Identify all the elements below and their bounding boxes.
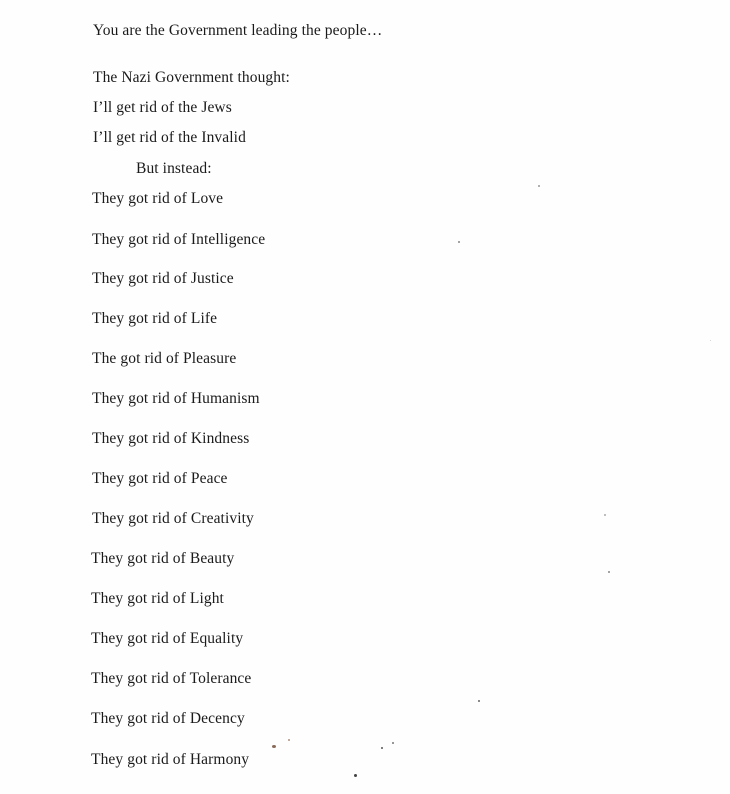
poem-line: They got rid of Creativity [92, 510, 254, 527]
poem-line: They got rid of Justice [92, 270, 234, 287]
poem-line: They got rid of Humanism [92, 390, 260, 407]
stanza-line: I’ll get rid of the Jews [93, 99, 232, 116]
poem-line: They got rid of Peace [92, 470, 228, 487]
scan-speck [272, 745, 276, 748]
poem-line: They got rid of Harmony [91, 751, 250, 768]
poem-line: They got rid of Decency [91, 710, 245, 727]
scan-speck [710, 340, 711, 341]
poem-line: They got rid of Intelligence [92, 231, 266, 248]
scan-speck [392, 742, 394, 744]
scan-speck [538, 185, 540, 187]
scan-speck [604, 514, 606, 516]
poem-line: They got rid of Life [92, 310, 218, 327]
scan-speck [478, 700, 480, 702]
poem-line: They got rid of Equality [91, 630, 244, 647]
stanza-line: The Nazi Government thought: [93, 69, 290, 86]
poem-line: They got rid of Kindness [92, 430, 250, 447]
scan-speck [608, 571, 610, 573]
poem-line: They got rid of Light [91, 590, 224, 607]
stanza-line: I’ll get rid of the Invalid [93, 129, 246, 146]
turn-line: But instead: [136, 160, 212, 177]
poem-line: They got rid of Love [92, 190, 224, 207]
scan-speck [458, 241, 460, 243]
intro-line: You are the Government leading the people… [93, 22, 383, 39]
scan-speck [354, 774, 357, 777]
poem-line: They got rid of Beauty [91, 550, 235, 567]
poem-line: The got rid of Pleasure [92, 350, 237, 367]
poem-line: They got rid of Tolerance [91, 670, 252, 687]
scan-speck [381, 747, 383, 749]
scan-speck [288, 739, 290, 741]
